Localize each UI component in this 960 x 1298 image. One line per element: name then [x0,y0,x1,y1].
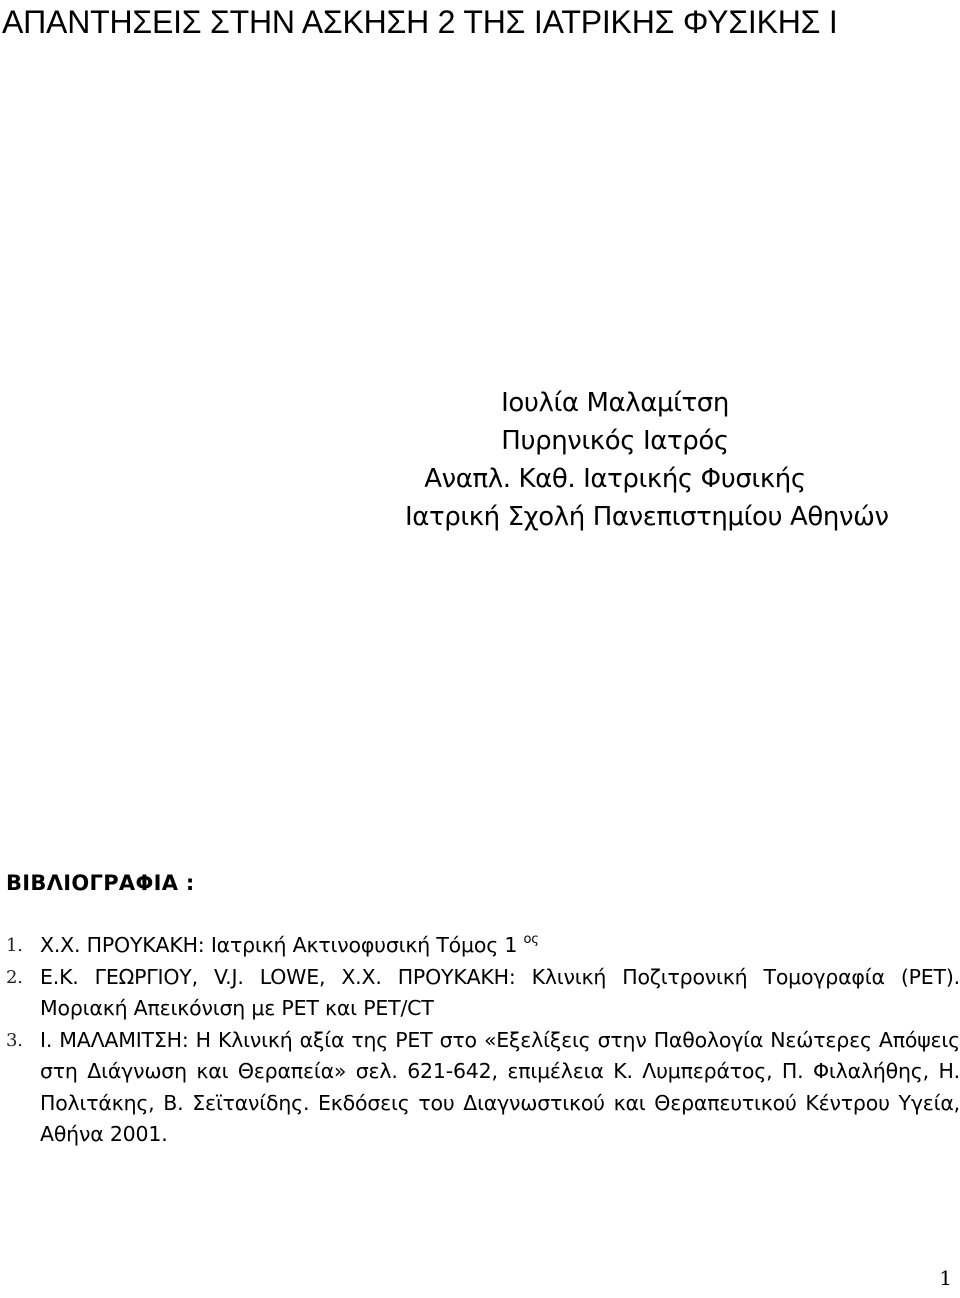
author-affiliation: Ιατρική Σχολή Πανεπιστημίου Αθηνών [405,502,889,532]
reference-text [40,933,539,957]
reference-item-2 [6,962,960,1025]
reference-text: Ι. ΜΑΛΑΜΙΤΣΗ: Η Κλινική αξία της PET στο «Εξελίξεις στην Παθολογία Νεώτερες Απόψεις στη Διάγνωση και Θεραπεία» σελ. 621-642, επιμέλεια Κ. Λυμπεράτος, Π. Φιλαλήθης, Η. Πολιτάκης, Β. Σεϊτανίδης. Εκδόσεις του Διαγνωστικού και Θεραπευτικού Κέντρου Υγεία, Αθήνα 2001. [40,1027,960,1146]
reference-number: 1. [6,935,23,956]
reference-body: Χ.Χ. ΠΡΟΥΚΑΚΗ: Ιατρική Ακτινοφυσική Τόμος 1 [40,933,518,957]
reference-number: 3. [6,1029,23,1051]
author-block [405,384,889,536]
author-role: Πυρηνικός Ιατρός [501,426,729,456]
reference-text: Ε.Κ. ΓΕΩΡΓΙΟΥ, V.J. LOWE, Χ.Χ. ΠΡΟΥΚΑΚΗ: Κλινική Ποζιτρονική Τομογραφία (PET). Μοριακή Απεικόνιση με PET και PET/CT [40,964,960,1020]
reference-number: 2. [6,966,23,988]
reference-item-1 [6,930,960,962]
page-number: 1 [939,1266,952,1290]
page-title: ΑΠΑΝΤΗΣΕΙΣ ΣΤΗΝ ΑΣΚΗΣΗ 2 ΤΗΣ ΙΑΤΡΙΚΗΣ ΦΥΣΙΚΗΣ Ι [2,4,838,40]
author-position: Αναπλ. Καθ. Ιατρικής Φυσικής [424,464,806,494]
reference-superscript: ος [523,932,539,947]
bibliography-heading: ΒΙΒΛΙΟΓΡΑΦΙΑ : [6,871,195,895]
reference-item-3 [6,1025,960,1151]
reference-list [6,930,960,1151]
author-name: Ιουλία Μαλαμίτση [501,388,729,418]
